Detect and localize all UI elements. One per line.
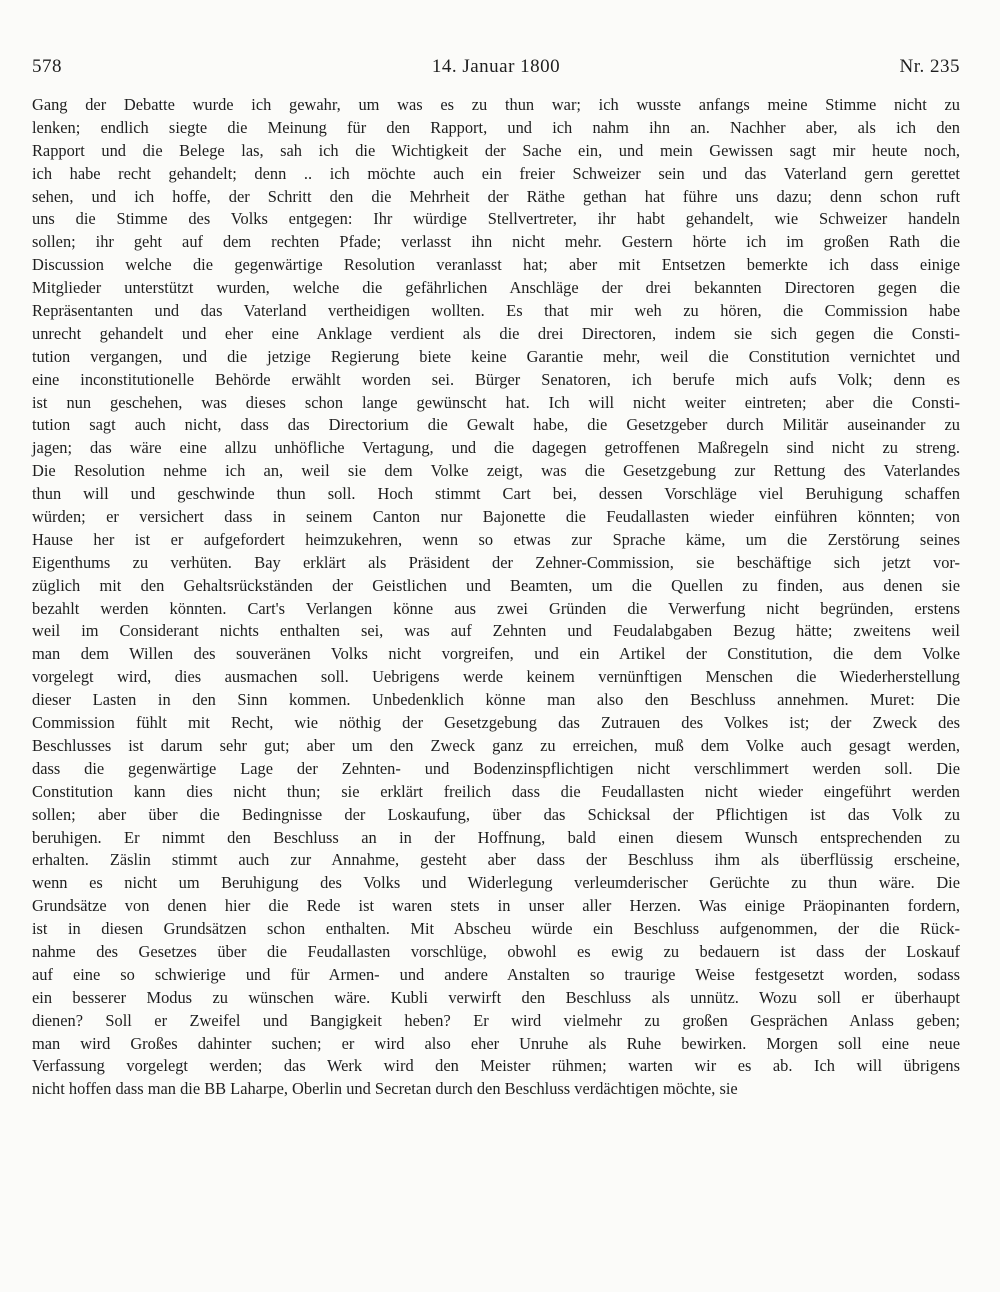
text-line: Commission fühlt mit Recht, wie nöthig der Gesetzgebung das Zutrauen des Volkes ist; der Zweck des bbox=[32, 713, 960, 733]
text-line: beruhigen. Er nimmt den Beschluss an in der Hoffnung, bald einen diesem Wunsch entsprechenden zu bbox=[32, 827, 960, 847]
text-line: tution vergangen, und die jetzige Regierung biete keine Garantie mehr, weil die Constitution vernichtet und bbox=[32, 346, 960, 366]
text-line: auf eine so schwierige und für Armen- und andere Anstalten so traurige Weise festgesetzt worden, sodass bbox=[32, 964, 960, 984]
text-line: jagen; das wäre eine allzu unhöfliche Vertagung, und die dagegen getroffenen Maßregeln sind nicht zu streng. bbox=[32, 438, 960, 458]
page-header bbox=[32, 56, 960, 86]
text-line: Discussion welche die gegenwärtige Resolution veranlasst hat; aber mit Entsetzen bemerkte ich dass einige bbox=[32, 255, 960, 275]
text-line: Eigenthums zu verhüten. Bay erklärt als Präsident der Zehner-Commission, sie beschäftige sich jetzt vor- bbox=[32, 552, 960, 572]
text-line: Die Resolution nehme ich an, weil sie dem Volke zeigt, was die Gesetzgebung zur Rettung des Vaterlandes bbox=[32, 461, 960, 481]
text-line: sollen; ihr geht auf dem rechten Pfade; verlasst ihn nicht mehr. Gestern hörte ich im großen Rath die bbox=[32, 232, 960, 252]
text-line: Rapport und die Belege las, sah ich die Wichtigkeit der Sache ein, und mein Gewissen sagt mir heute noch, bbox=[32, 140, 960, 160]
page-date: 14. Januar 1800 bbox=[431, 56, 561, 77]
text-line: Repräsentanten und das Vaterland vertheidigen wollten. Es that mir weh zu hören, die Commission habe bbox=[32, 301, 960, 321]
text-line: weil im Considerant nichts enthalten sei, was auf Zehnten und Feudalabgaben Bezug hätte; zweitens weil bbox=[32, 621, 960, 641]
text-line: eine inconstitutionelle Behörde erwählt worden sei. Bürger Senatoren, ich berufe mich aufs Volk; denn es bbox=[32, 369, 960, 389]
text-line: Beschlusses ist darum sehr gut; aber um den Zweck ganz zu erreichen, muß dem Volke auch gesagt werden, bbox=[32, 735, 960, 755]
text-line: züglich mit den Gehaltsrückständen der Geistlichen und Beamten, um die Quellen zu finden, aus denen sie bbox=[32, 575, 960, 595]
text-line: ist nun geschehen, was dieses schon lange gewünscht hat. Ich will nicht weiter eintreten; aber die Consti- bbox=[32, 392, 960, 412]
text-line: vorgelegt wird, dies ausmachen soll. Uebrigens werde keinem vernünftigen Menschen die Wiederherstellung bbox=[32, 667, 960, 687]
text-line: man dem Willen des souveränen Volks nicht vorgreifen, und ein Artikel der Constitution, die dem Volke bbox=[32, 644, 960, 664]
text-line: Constitution kann dies nicht thun; sie erklärt freilich dass die Feudallasten nicht wieder eingeführt werden bbox=[32, 781, 960, 801]
text-line: tution sagt auch nicht, dass das Directorium die Gewalt habe, die Gesetzgeber durch Militär auseinander zu bbox=[32, 415, 960, 435]
text-line: nahme des Gesetzes über die Feudallasten vorschlüge, obwohl es ewig zu bedauern ist dass der Loskauf bbox=[32, 941, 960, 961]
text-line: uns die Stimme des Volks entgegen: Ihr würdige Stellvertreter, ihr habt gehandelt, wie Schweizer handeln bbox=[32, 209, 960, 229]
text-line: man wird Großes dahinter suchen; er wird also eher Unruhe als Ruhe bewirken. Morgen soll eine neue bbox=[32, 1033, 960, 1053]
text-line: Verfassung vorgelegt werden; das Werk wird den Meister rühmen; warten wir es ab. Ich will übrigens bbox=[32, 1056, 960, 1076]
text-line: Grundsätze von denen hier die Rede ist waren stets in unser aller Herzen. Was einige Präopinanten fordern, bbox=[32, 896, 960, 916]
text-line: würden; er versichert dass in seinem Canton nur Bajonette die Feudallasten wieder einführen könnten; von bbox=[32, 507, 960, 527]
text-line: dass die gegenwärtige Lage der Zehnten- und Bodenzinspflichtigen nicht verschlimmert werden soll. Die bbox=[32, 758, 960, 778]
text-line: bezahlt werden könnten. Cart's Verlangen könne aus zwei Gründen die Verwerfung nicht begründen, erstens bbox=[32, 598, 960, 618]
body-text bbox=[32, 94, 960, 1101]
text-line: Hause her ist er aufgefordert heimzukehren, wenn so etwas zur Sprache käme, um die Zerstörung seines bbox=[32, 529, 960, 549]
issue-number: Nr. 235 bbox=[899, 56, 960, 77]
text-line: thun will und geschwinde thun soll. Hoch stimmt Cart bei, dessen Vorschläge viel Beruhigung schaffen bbox=[32, 484, 960, 504]
text-line: wenn es nicht um Beruhigung des Volks und Widerlegung verleumderischer Gerüchte zu thun wäre. Die bbox=[32, 873, 960, 893]
text-line: lenken; endlich siegte die Meinung für den Rapport, und ich nahm ihn an. Nachher aber, als ich den bbox=[32, 117, 960, 137]
text-line: nicht hoffen dass man die BB Laharpe, Oberlin und Secretan durch den Beschluss verdächtigen möchte, sie bbox=[32, 1079, 738, 1099]
text-line: unrecht gehandelt und eher eine Anklage verdient als die drei Directoren, indem sie sich gegen die Consti- bbox=[32, 323, 960, 343]
text-line: Mitglieder unterstützt wurden, welche die gefährlichen Anschläge der drei bekannten Directoren gegen die bbox=[32, 278, 960, 298]
page-number: 578 bbox=[32, 56, 62, 77]
text-line: ich habe recht gehandelt; denn .. ich möchte auch ein freier Schweizer sein und das Vaterland gern gerettet bbox=[32, 163, 960, 183]
text-line: erhalten. Zäslin stimmt auch zur Annahme, gesteht aber dass der Beschluss ihm als überflüssig erscheine, bbox=[32, 850, 960, 870]
text-line: sehen, und ich hoffe, der Schritt den die Mehrheit der Räthe gethan hat führe uns dazu; denn schon ruft bbox=[32, 186, 960, 206]
text-line: dieser Lasten in den Sinn kommen. Unbedenklich könne man also den Beschluss annehmen. Muret: Die bbox=[32, 690, 960, 710]
text-line: ein besserer Modus zu wünschen wäre. Kubli verwirft den Beschluss als unnütz. Wozu soll er überhaupt bbox=[32, 987, 960, 1007]
text-line: Gang der Debatte wurde ich gewahr, um was es zu thun war; ich wusste anfangs meine Stimme nicht zu bbox=[32, 95, 960, 114]
text-line: dienen? Soll er Zweifel und Bangigkeit heben? Er wird vielmehr zu großen Gesprächen Anlass geben; bbox=[32, 1010, 960, 1030]
text-line: ist in diesen Grundsätzen schon enthalten. Mit Abscheu würde ein Beschluss aufgenommen, der die Rück- bbox=[32, 919, 960, 939]
text-line: sollen; aber über die Bedingnisse der Loskaufung, über das Schicksal der Pflichtigen ist das Volk zu bbox=[32, 804, 960, 824]
